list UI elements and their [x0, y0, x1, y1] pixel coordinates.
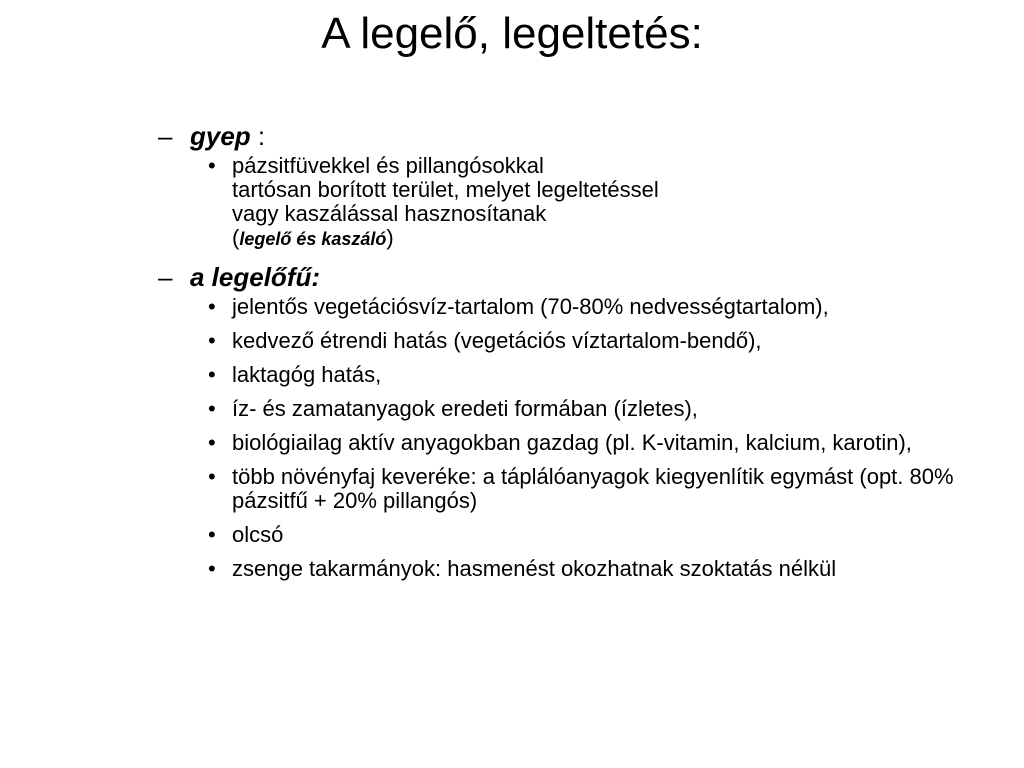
paren-emphasis: legelő és kaszáló — [239, 229, 387, 249]
section-term: a legelőfű: — [190, 262, 321, 292]
list-item — [208, 523, 958, 547]
legelofu-bullet-list — [208, 295, 958, 581]
section-gyep-heading — [158, 120, 958, 152]
list-item-text: kedvező étrendi hatás (vegetációs víztartalom-bendő), — [232, 328, 762, 353]
list-item-text: több növényfaj keveréke: a táplálóanyagok kiegyenlítik egymást (opt. 80% pázsitfű + 20% pillangós) — [232, 464, 954, 513]
list-item-text: laktagóg hatás, — [232, 362, 382, 387]
definition-line: vagy kaszálással hasznosítanak — [232, 201, 547, 226]
bullet-marker: • — [208, 522, 216, 547]
list-item — [208, 431, 958, 455]
section-term-suffix: : — [250, 121, 266, 151]
bullet-marker: • — [208, 396, 216, 421]
slide-content — [158, 120, 958, 591]
list-item-text: olcsó — [232, 522, 284, 547]
bullet-marker: • — [208, 464, 216, 489]
bullet-marker: • — [208, 430, 216, 455]
paren-open: ( — [232, 225, 240, 250]
list-item — [208, 329, 958, 353]
list-item-text: jelentős vegetációsvíz-tartalom (70-80% nedvességtartalom), — [232, 294, 829, 319]
list-item — [208, 295, 958, 319]
list-item-text: biológiailag aktív anyagokban gazdag (pl. K-vitamin, kalcium, karotin), — [232, 430, 912, 455]
dash-marker: – — [158, 121, 173, 151]
bullet-marker: • — [208, 153, 216, 178]
paren-close: ) — [386, 225, 394, 250]
list-item — [208, 557, 958, 581]
bullet-marker: • — [208, 328, 216, 353]
bullet-marker: • — [208, 362, 216, 387]
bullet-marker: • — [208, 556, 216, 581]
definition-line: tartósan borított terület, melyet legeltetéssel — [232, 177, 659, 202]
section-legelofu-heading — [158, 261, 958, 293]
list-item-text: íz- és zamatanyagok eredeti formában (ízletes), — [232, 396, 698, 421]
list-item — [208, 397, 958, 421]
list-item — [208, 154, 958, 251]
slide-title: A legelő, legeltetés: — [321, 9, 703, 58]
list-item — [208, 363, 958, 387]
list-item-text: zsenge takarmányok: hasmenést okozhatnak szoktatás nélkül — [232, 556, 837, 581]
list-item — [208, 465, 958, 513]
bullet-marker: • — [208, 294, 216, 319]
section-term: gyep — [190, 121, 251, 151]
dash-marker: – — [158, 262, 173, 292]
gyep-bullet-list — [208, 154, 958, 251]
definition-line: pázsitfüvekkel és pillangósokkal — [232, 153, 544, 178]
